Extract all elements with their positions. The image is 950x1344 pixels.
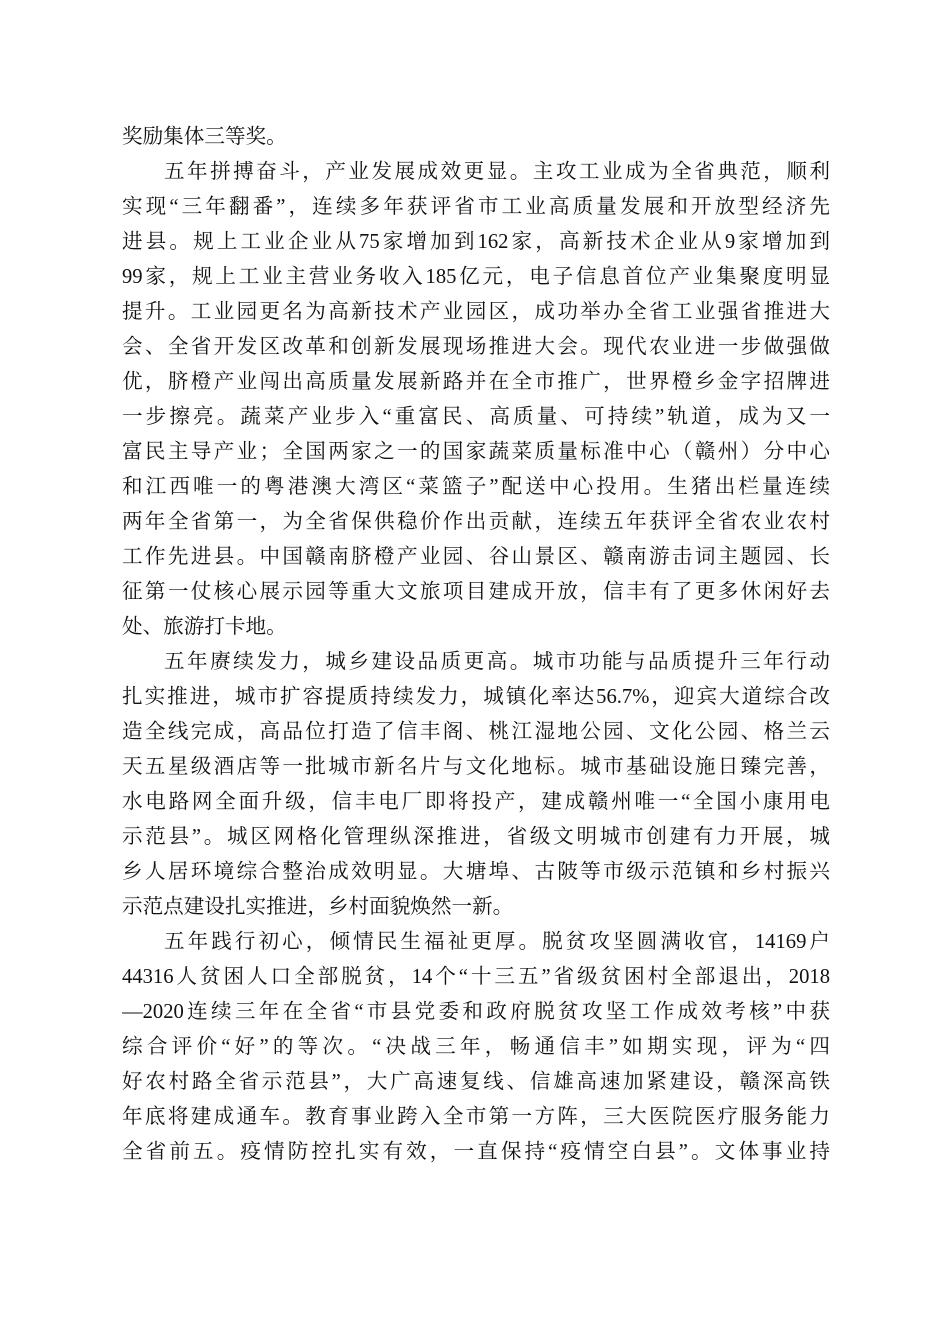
text-line: 示范点建设扎实推进，乡村面貌焕然一新。 [122,896,514,918]
text-line: 实现“三年翻番”，连续多年获评省市工业高质量发展和开放型经济先 [122,196,830,218]
text-line: 和江西唯一的粤港澳大湾区“菜篮子”配送中心投用。生猪出栏量连续 [122,476,830,498]
text-line: 进县。规上工业企业从75家增加到162家，高新技术企业从9家增加到 [122,231,830,253]
text-line: 奖励集体三等奖。 [122,126,287,148]
text-line: 扎实推进，城市扩容提质持续发力，城镇化率达56.7%，迎宾大道综合改 [122,686,830,708]
text-line: 99家，规上工业主营业务收入185亿元，电子信息首位产业集聚度明显 [122,266,830,288]
text-line: 全省前五。疫情防控扎实有效，一直保持“疫情空白县”。文体事业持 [122,1141,830,1163]
text-line: 五年赓续发力，城乡建设品质更高。城市功能与品质提升三年行动 [164,651,830,673]
paragraph [122,120,830,155]
text-line: 年底将建成通车。教育事业跨入全市第一方阵，三大医院医疗服务能力 [122,1106,830,1128]
text-line: 优，脐橙产业闯出高质量发展新路并在全市推广，世界橙乡金字招牌进 [122,371,830,393]
text-line: 工作先进县。中国赣南脐橙产业园、谷山景区、赣南游击词主题园、长 [122,546,830,568]
text-line: 一步擦亮。蔬菜产业步入“重富民、高质量、可持续”轨道，成为又一 [122,406,830,428]
document-page [122,120,830,1170]
text-line: —2020连续三年在全省“市县党委和政府脱贫攻坚工作成效考核”中获 [122,1001,830,1023]
text-line: 会、全省开发区改革和创新发展现场推进大会。现代农业进一步做强做 [122,336,830,358]
text-line: 两年全省第一，为全省保供稳价作出贡献，连续五年获评全省农业农村 [122,511,830,533]
text-line: 好农村路全省示范县”，大广高速复线、信雄高速加紧建设，赣深高铁 [122,1071,830,1093]
text-line: 示范县”。城区网格化管理纵深推进，省级文明城市创建有力开展，城 [122,826,830,848]
text-line: 提升。工业园更名为高新技术产业园区，成功举办全省工业强省推进大 [122,301,830,323]
text-line: 处、旅游打卡地。 [122,616,287,638]
paragraph [122,155,830,645]
text-line: 天五星级酒店等一批城市新名片与文化地标。城市基础设施日臻完善， [122,756,830,778]
text-line: 乡人居环境综合整治成效明显。大塘埠、古陂等市级示范镇和乡村振兴 [122,861,830,883]
text-line: 征第一仗核心展示园等重大文旅项目建成开放，信丰有了更多休闲好去 [122,581,830,603]
text-line: 44316人贫困人口全部脱贫，14个“十三五”省级贫困村全部退出，2018 [122,966,830,988]
text-line: 造全线完成，高品位打造了信丰阁、桃江湿地公园、文化公园、格兰云 [122,721,830,743]
paragraph [122,645,830,925]
text-line: 综合评价“好”的等次。“决战三年，畅通信丰”如期实现，评为“四 [122,1036,830,1058]
text-line: 富民主导产业；全国两家之一的国家蔬菜质量标准中心（赣州）分中心 [122,441,830,463]
text-line: 五年拼搏奋斗，产业发展成效更显。主攻工业成为全省典范，顺利 [164,161,830,183]
text-line: 水电路网全面升级，信丰电厂即将投产，建成赣州唯一“全国小康用电 [122,791,830,813]
text-line: 五年践行初心，倾情民生福祉更厚。脱贫攻坚圆满收官，14169户 [164,931,830,953]
paragraph [122,925,830,1170]
